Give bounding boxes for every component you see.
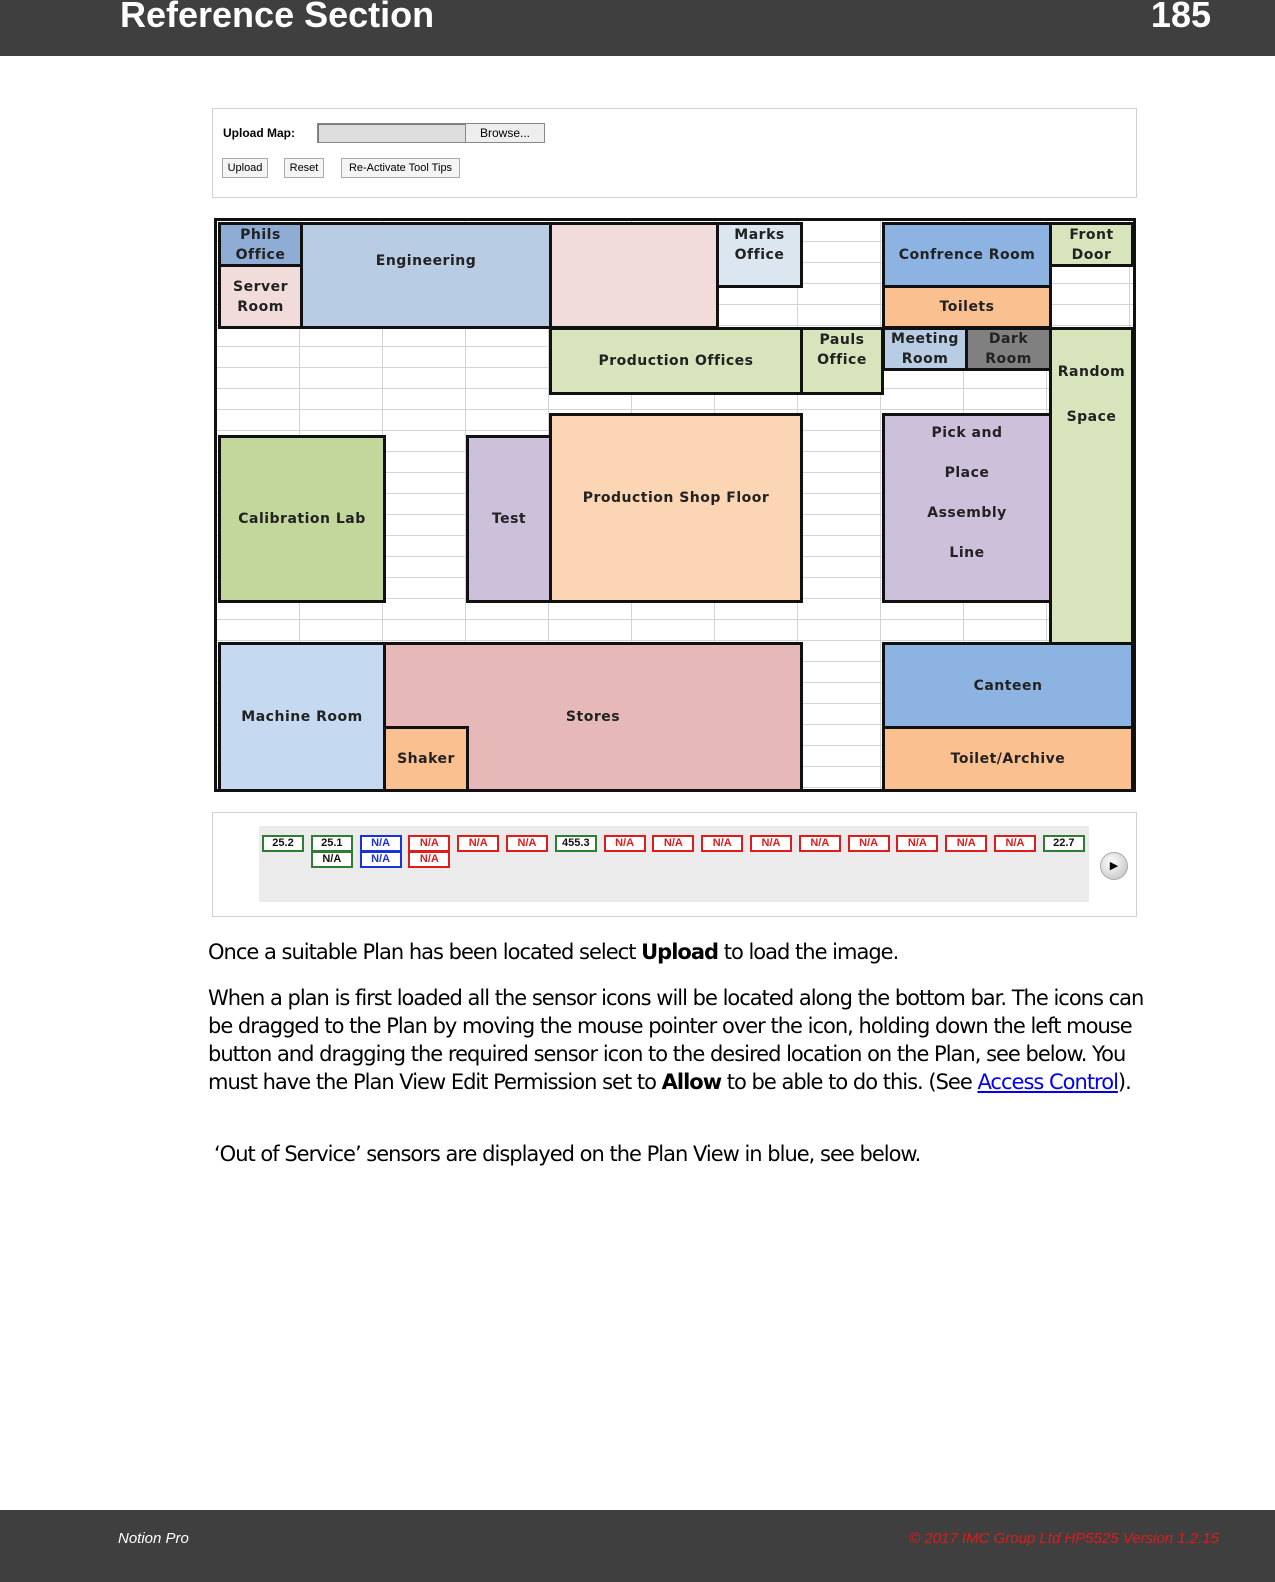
sensor-icon[interactable]: N/A [604,835,646,852]
room-marks-office: Marks Office [716,222,803,288]
product-name: Notion Pro [118,1530,189,1547]
paragraph-drag-sensors [208,984,1148,1096]
sensor-icon[interactable]: N/A [945,835,987,852]
sensor-icon[interactable]: 455.3 [555,835,597,852]
browse-button[interactable]: Browse... [465,123,545,143]
copyright: © 2017 IMC Group Ltd HP5525 Version 1.2.15 [909,1530,1219,1547]
text: Once a suitable Plan has been located select [208,940,642,964]
sensor-icon[interactable]: N/A [408,851,450,868]
floor-plan[interactable] [214,218,1136,792]
file-path-input[interactable] [317,123,465,143]
room-production-offices: Production Offices [549,327,803,395]
sensor-icon[interactable]: N/A [701,835,743,852]
room-test: Test [466,435,552,603]
room-toilet-archive: Toilet/Archive [882,726,1134,792]
upload-map-label: Upload Map: [223,126,295,140]
text: ). [1117,1070,1131,1094]
room-machine-room: Machine Room [218,642,386,792]
reactivate-tooltips-button[interactable]: Re-Activate Tool Tips [341,158,460,178]
room-stores: Stores [383,642,803,792]
sensor-icon[interactable]: N/A [750,835,792,852]
room-engineering: Engineering [300,222,552,329]
room-dark-room: Dark Room [965,327,1052,371]
room-canteen: Canteen [882,642,1134,729]
sensor-icon[interactable]: N/A [457,835,499,852]
page-footer [0,1510,1275,1582]
access-control-link[interactable]: Access Control [977,1070,1118,1094]
room-unnamed [549,222,719,329]
room-pick-and-place: Pick and Place Assembly Line [882,413,1052,603]
page-number: 185 [1150,0,1211,35]
scroll-right-button[interactable] [1100,852,1128,880]
sensor-icon[interactable]: N/A [408,835,450,852]
text: to load the image. [718,940,899,964]
room-server-room: Server Room [218,264,303,329]
sensor-icon[interactable]: N/A [360,835,402,852]
section-title: Reference Section [120,0,435,35]
paragraph-upload [208,938,1148,966]
bold-allow: Allow [661,1070,722,1094]
sensor-icon[interactable]: N/A [506,835,548,852]
room-front-door: Front Door [1049,222,1134,267]
sensor-icon[interactable]: 22.7 [1043,835,1085,852]
sensor-icon[interactable]: N/A [799,835,841,852]
room-conference-room: Confrence Room [882,222,1052,288]
room-calibration-lab: Calibration Lab [218,435,386,603]
sensor-tray [259,826,1089,902]
page-header [0,0,1275,56]
sensor-icon[interactable]: N/A [311,851,353,868]
sensor-icon[interactable]: N/A [848,835,890,852]
paragraph-out-of-service: ‘Out of Service’ sensors are displayed on the Plan View in blue, see below. [214,1142,921,1166]
sensor-icon[interactable]: N/A [994,835,1036,852]
room-production-shop-floor: Production Shop Floor [549,413,803,603]
room-random-space: Random Space [1049,327,1134,645]
room-meeting-room: Meeting Room [882,327,968,371]
text: to be able to do this. (See [721,1070,978,1094]
text: When a plan is first loaded all the sensor icons will be located along the bottom bar. The icons can be dragged to the Plan by moving the mouse pointer over the icon, holding down the left mouse button and dragging the required sensor icon to the desired location on the Plan, see below. You must have the Plan View Edit Permission set to [208,986,1144,1094]
play-icon: ▶ [1109,859,1119,872]
room-phils-office: Phils Office [218,222,303,267]
reset-button[interactable]: Reset [284,158,324,178]
room-shaker: Shaker [383,726,469,792]
sensor-icon[interactable]: N/A [360,851,402,868]
room-toilets: Toilets [882,285,1052,329]
sensor-icon[interactable]: N/A [652,835,694,852]
sensor-icon[interactable]: N/A [896,835,938,852]
upload-map-panel [212,108,1137,198]
sensor-bar [212,812,1137,917]
room-pauls-office: Pauls Office [800,327,884,395]
bold-upload: Upload [641,940,719,964]
sensor-icon[interactable]: 25.2 [262,835,304,852]
sensor-icon[interactable]: 25.1 [311,835,353,852]
upload-button[interactable]: Upload [222,158,268,178]
